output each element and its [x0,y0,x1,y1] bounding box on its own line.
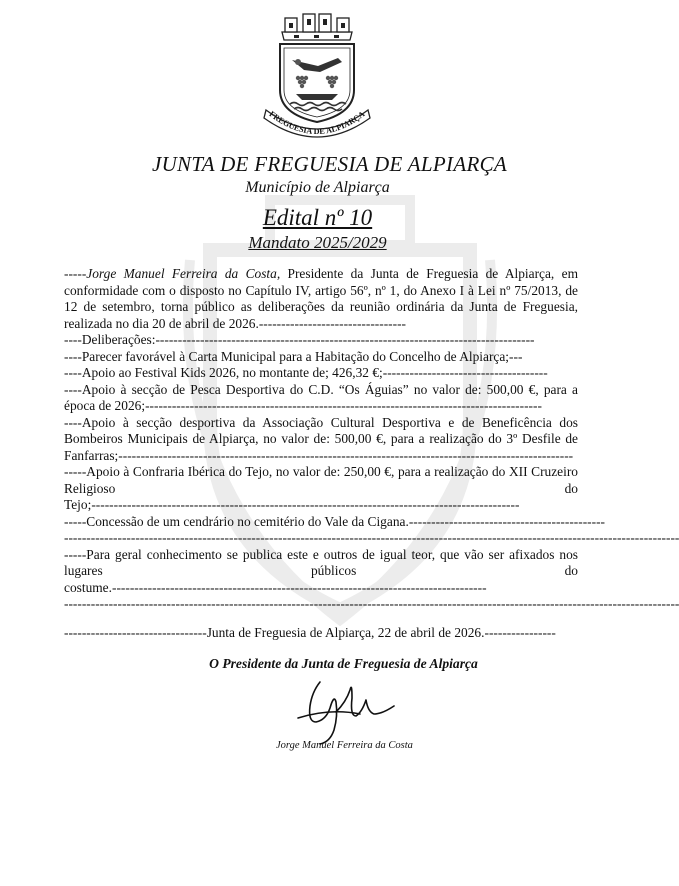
municipality-title: JUNTA DE FREGUESIA DE ALPIARÇA [151,152,508,176]
president-name: Jorge Manuel Ferreira da Costa, [86,266,281,281]
edital-body [64,266,679,613]
edital-number: Edital nº 10 [262,205,373,230]
deliberations-heading: ----Deliberações:------------------------------------------------------------------------------------- [64,332,535,347]
intro-text: Presidente da Junta de Freguesia de Alpiarça, em conformidade com o disposto no Capítulo IV, artigo 56º, nº 1, do Anexo I à Lei nº 75/2013, de 12 de setembro, torna público as deliberações da reunião ordinária da Junta de Freguesia, realizada no dia 20 de abril de 2026. [64,266,578,331]
crest-ribbon-text: FREGUESIA DE ALPIARÇA [267,109,367,137]
mandate-period: Mandato 2025/2029 [248,233,387,252]
date-line: --------------------------------Junta de Freguesia de Alpiarça, 22 de abril de 2026.---------------- [64,625,556,640]
intro-paragraph: -----Jorge Manuel Ferreira da Costa, Presidente da Junta de Freguesia de Alpiarça, em conformidade com o disposto no Capítulo IV, artigo 56º, nº 1, do Anexo I à Lei nº 75/2013, de 12 de setembro, torna público as deliberações da reunião ordinária da Junta de Freguesia, realizada no dia 20 de abril de 2026.--------------------------------- [64,266,578,331]
handwritten-signature [290,672,410,747]
closing-paragraph: -----Para geral conhecimento se publica este e outros de igual teor, que vão ser afixados nos lugares públicos do costume.------------------------------------------------------------------------------------ [64,546,578,595]
deliberation-item: ----Apoio à secção desportiva da Associação Cultural Desportiva e de Beneficência dos Bombeiros Municipais de Alpiarça, no valor de: 500,00 €, para a realização do 3º Desfile de Fanfarras;------------------------------------------------------------------------------------------------------ [64,414,578,463]
signer-name: Jorge Manuel Ferreira da Costa [276,740,413,751]
president-title: O Presidente da Junta de Freguesia de Alpiarça [209,656,478,671]
deliberation-item: ----Apoio ao Festival Kids 2026, no montante de; 426,32 €;------------------------------------- [64,365,548,380]
deliberation-item: ----Parecer favorável à Carta Municipal para a Habitação do Concelho de Alpiarça;--- [64,348,523,364]
dash-separator: ------------------------------------------------------------------------------------------------------------------------------------------ [64,596,679,611]
coat-of-arms-icon [258,10,376,140]
deliberation-item: -----Concessão de um cendrário no cemitério do Vale da Cigana.-------------------------------------------- [64,513,606,529]
deliberation-item: ----Apoio à secção de Pesca Desportiva do C.D. “Os Águias” no valor de: 500,00 €, para a época de 2026;----------------------------------------------------------------------------------------- [64,381,578,413]
dash-separator: ------------------------------------------------------------------------------------------------------------------------------------------ [64,530,679,545]
deliberation-item: -----Apoio à Confraria Ibérica do Tejo, no valor de: 250,00 €, para a realização do XII Cruzeiro Religioso do Tejo;------------------------------------------------------------------------------------------------ [64,464,578,512]
municipality-subtitle: Município de Alpiarça [245,179,390,196]
